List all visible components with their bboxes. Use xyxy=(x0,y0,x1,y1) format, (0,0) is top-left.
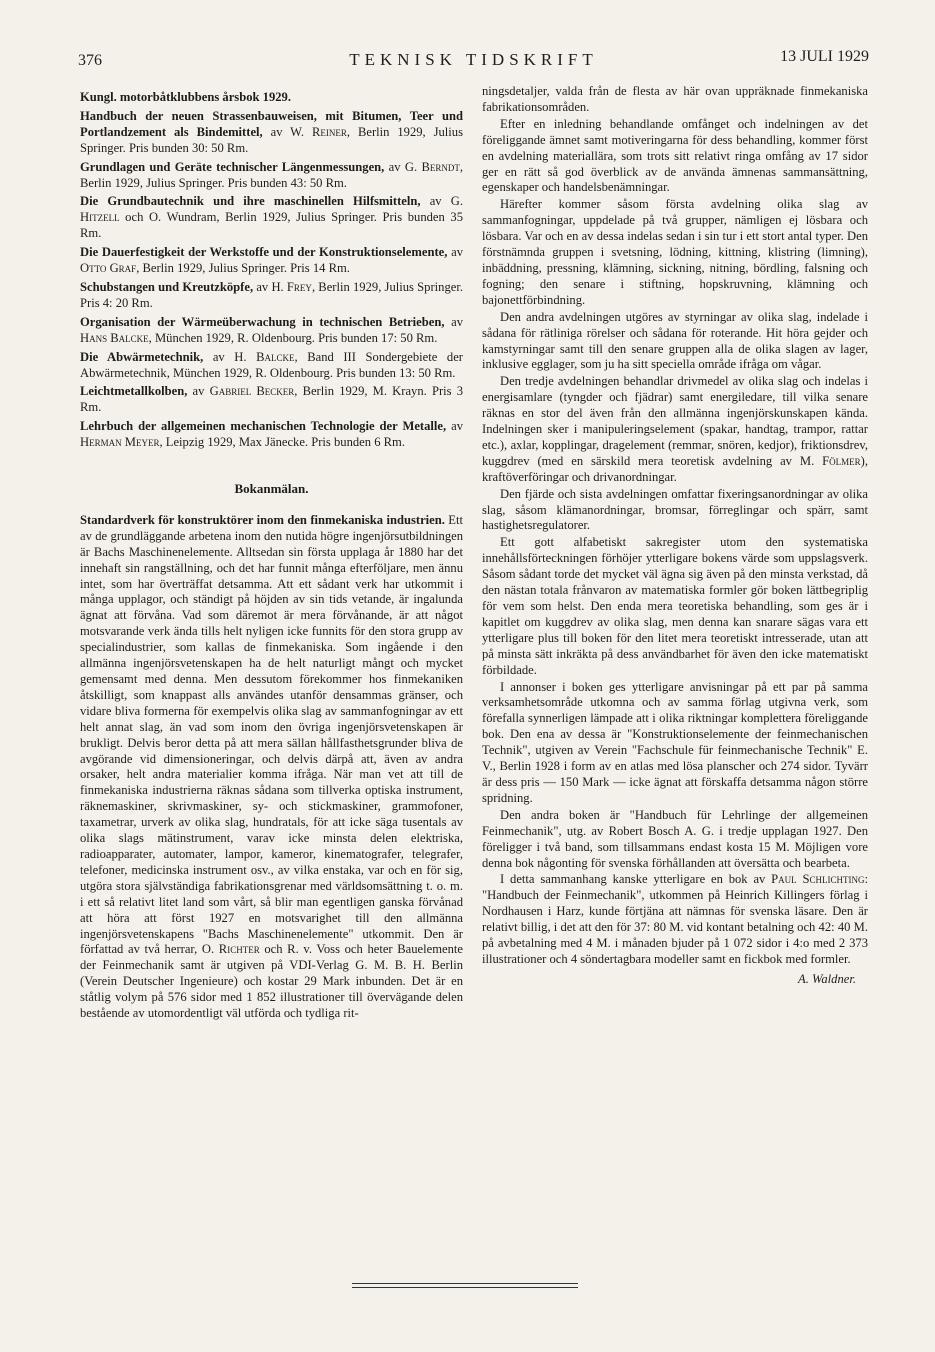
book-author: Otto Graf xyxy=(80,261,137,276)
rule-line xyxy=(352,1283,578,1284)
book-author: Gabriel Becker xyxy=(209,384,295,399)
author-name: Fölmer xyxy=(822,453,861,468)
book-details: , Leipzig 1929, Max Jänecke. Pris bunden 6 Rm. xyxy=(159,435,405,450)
review-text: Den tredje avdelningen behandlar drivmedel av olika slag och indelas i energisamlare (tyngder och fjädrar) samt energiledare, till vilka senare räknas en stor del även från den allmänna ingenjörskunskapen kända. Indelningen sker i manipuleringselement (spakar, handtag, trampor, rattar etc.), axlar, kopplingar, dragelement (remmar, snören, kedjor), friktionsdrev, kuggdrev (med en särskild mera teoretisk avdelning av M. xyxy=(482,374,868,468)
book-entry xyxy=(80,90,463,106)
review-paragraph: Den andra avdelningen utgöres av styrningar av olika slag, indelade i sådana för rätliniga rörelser och sådana för roterande. Hit höra gejder och kamstyrningar samt till den senare gruppen alla de olika slagen av lager, inklusive egglager, som ju ha sitt speciella område ifråga om vågar. xyxy=(482,309,868,372)
book-author: Reiner xyxy=(311,124,347,139)
book-author: Herman Meyer xyxy=(80,435,160,450)
book-pre: av H. xyxy=(253,279,287,294)
book-title: Organisation der Wärmeüberwachung in technischen Betrieben, xyxy=(80,314,445,329)
issue-date: 13 JULI 1929 xyxy=(780,48,869,65)
book-entry xyxy=(80,160,463,192)
review-text: : "Handbuch der Feinmechanik", utkommen på Heinrich Killingers förlag i Nordhausen i Harz, kunde förtjäna att nämnas för svenska läsare. Den är relativt billig, i det att den för 37: 80 M. vid kontant betalning och 42: 40 M. på avbetalning med 4 M. i månaden bjuder på 1 072 sidor i 4:o med 2 373 illustrationer och 4 söndertagbara modeller samt en fickbok med formler. xyxy=(482,872,869,966)
book-pre: av xyxy=(444,314,463,329)
book-pre: av xyxy=(446,419,463,434)
author-name: Paul Schlichting xyxy=(771,872,865,887)
book-title: Handbuch der neuen Strassenbauweisen, mit Bitumen, Teer und Portlandzement als Bindemittel, xyxy=(80,108,463,139)
bottom-rule xyxy=(352,1283,578,1291)
rule-line xyxy=(352,1287,578,1288)
book-entry xyxy=(80,315,463,347)
book-pre: av H. xyxy=(203,349,257,364)
book-title: Grundlagen und Geräte technischer Längenmessungen, xyxy=(80,159,385,174)
book-title: Kungl. motorbåtklubbens årsbok 1929. xyxy=(80,90,291,104)
book-entry xyxy=(80,245,463,277)
left-column xyxy=(80,90,463,1022)
review-paragraph: Efter en inledning behandlande omfånget och indelningen av det föreliggande ämnet samt motiveringarna för dess behandling, kommer först en avdelning materiallära, som trots sitt relativt ringa omfång av 17 sidor ger en rätt så god överblick av de använda ämnenas sammansättning, egenskaper och handelsbenämningar. xyxy=(482,116,868,195)
book-entry xyxy=(80,350,463,382)
right-column xyxy=(482,84,868,988)
book-title: Die Grundbautechnik und ihre maschinellen Hilfsmitteln, xyxy=(80,194,421,209)
review-paragraph: ningsdetaljer, valda från de flesta av här ovan uppräknade finmekaniska fabrikationsområden. xyxy=(482,84,868,114)
section-heading: Bokanmälan. xyxy=(234,481,309,497)
page-number: 376 xyxy=(78,52,102,69)
book-pre: av G. xyxy=(384,159,422,174)
book-entry xyxy=(80,384,463,416)
book-entry xyxy=(80,194,463,242)
book-author: Hans Balcke xyxy=(80,330,149,345)
book-author: Frey xyxy=(286,279,312,294)
book-author: Berndt xyxy=(421,159,460,174)
book-title: Lehrbuch der allgemeinen mechanischen Technologie der Metalle, xyxy=(80,419,447,434)
review-text: I detta sammanhang kanske ytterligare en bok av xyxy=(500,872,772,887)
book-title: Leichtmetallkolben, xyxy=(80,384,188,399)
book-details: , Band III Sondergebiete der Abwärmetechnik, München 1929, R. Oldenbourg. Pris bunden 13: 50 Rm. xyxy=(80,349,463,380)
book-details: , Berlin 1929, Julius Springer. Pris bunden 30: 50 Rm. xyxy=(80,124,464,155)
book-entry xyxy=(80,419,463,451)
page-header xyxy=(78,46,869,72)
book-entry xyxy=(80,280,463,312)
signature: A. Waldner. xyxy=(798,971,856,986)
book-title: Schubstangen und Kreutzköpfe, xyxy=(80,279,254,294)
author-name: Richter xyxy=(218,942,260,957)
journal-title: TEKNISK TIDSKRIFT xyxy=(349,50,598,69)
book-pre: av xyxy=(447,245,463,260)
review-paragraph: Härefter kommer såsom första avdelning olika slag av sammanfogningar, uppdelade på två grupper, nämligen ej lösbara och lösbara. Var och en av dessa indelas sedan i sin tur i ett stort antal typer. Den förstnämnda gruppen i svetsning, lödning, kittning, klistring (limning), inbäddning, pressning, klämning, sickning, nitning, bördling, falsning och fogning; den senare i stiftning, hopskruvning, klämning och bajonettförbindning. xyxy=(482,197,868,307)
book-pre: av xyxy=(187,384,210,399)
book-title: Die Abwärmetechnik, xyxy=(80,349,204,364)
book-author: Hitzell xyxy=(80,210,120,225)
review-paragraph: I annonser i boken ges ytterligare anvisningar på ett par på samma verksamhetsområde utkomna och av samma förlag utgivna verk, som förefalla synnerligen lämpade att i olika riktningar komplettera föreliggande bok. Den ena av dessa är "Konstruktionselemente der feinmechanischen Technik", utgiven av Verein "Fachschule für feinmechanische Technik" E. V., Berlin 1928 i form av en atlas med lösa planscher och 274 sidor. Tyvärr är dess pris — 150 Mark — icke ägnat att förskaffa detsamma någon större spridning. xyxy=(482,679,868,805)
book-details: , Berlin 1929, M. Krayn. Pris 3 Rm. xyxy=(80,384,464,415)
review-paragraph xyxy=(482,374,868,485)
book-pre: av G. xyxy=(420,194,463,209)
review-paragraph: Ett gott alfabetiskt sakregister utom den systematiska innehållsförteckningen förhöjer ytterligare bokens värde som uppslagsverk. Såsom sådant torde det mycket väl ägna sig även på den minsta verkstad, då den nästan totala frånvaron av matematiska formler gör boken lättbegriplig för vem som helst. Den enda mera teoretiska behandling, som ges är i kapitlet om kuggdrev av olika slag, men denna kan snarare sägas vara ett ytterligare plus till boken för den litet mera teoretiskt intresserade, utan att på minsta sätt inkräkta på dess användbarhet för även den icke matematiskt förbildade. xyxy=(482,535,868,677)
review-text: ), kraftöverföringar och drivanordningar. xyxy=(482,453,868,484)
review-paragraph: Den fjärde och sista avdelningen omfattar fixeringsanordningar av olika slag, såsom klämanordningar, bromsar, förreglingar och spärr, samt hastighetsregulatorer. xyxy=(482,486,868,533)
book-details: och O. Wundram, Berlin 1929, Julius Springer. Pris bunden 35 Rm. xyxy=(80,210,463,241)
review-paragraph xyxy=(482,872,868,967)
review-text: och R. v. Voss och heter Bauelemente der Feinmechanik samt är utgiven på VDI-Verlag G. M. B. H. Berlin (Verein Deutscher Ingenieure) och kostar 29 Mark inbunden. Det är en ståtlig volym på 576 sidor med 1 852 illustrationer till övervägande delen bestående av utomordentligt väl utförda och tydliga rit- xyxy=(80,942,463,1021)
review-paragraph xyxy=(80,513,463,1022)
review-paragraph: Den andra boken är "Handbuch für Lehrlinge der allgemeinen Feinmechanik", utg. av Robert Bosch A. G. i tredje upplagan 1927. Den föreligger i två band, som tillsammans endast kosta 15 M. Möjligen vore denna bok någonting för svenska förhållanden att översätta och bearbeta. xyxy=(482,807,868,870)
book-entry xyxy=(80,109,463,157)
review-lead-title: Standardverk för konstruktörer inom den finmekaniska industrien. xyxy=(80,512,445,527)
book-pre: av W. xyxy=(262,124,312,139)
book-author: Balcke xyxy=(256,349,295,364)
book-details: , Berlin 1929, Julius Springer. Pris 14 Rm. xyxy=(136,261,350,276)
book-details: , Berlin 1929, Julius Springer. Pris bunden 43: 50 Rm. xyxy=(80,159,464,190)
book-title: Die Dauerfestigkeit der Werkstoffe und der Konstruktionselemente, xyxy=(80,245,448,260)
book-details: , Berlin 1929, Julius Springer. Pris 4: 20 Rm. xyxy=(80,279,463,310)
book-details: , München 1929, R. Oldenbourg. Pris bunden 17: 50 Rm. xyxy=(148,330,438,345)
review-text: Ett av de grundläggande arbetena inom den nutida högre ingenjörsutbildningen är Bachs Maschinenelemente. Alltsedan sin första upplaga år 1880 har det innehaft sin rangställning, och det har funnit många efterföljare, men ännu intet, som har överträffat detsamma. Att ett sådant verk har utkommit i många upplagor, och ständigt på höjden av sin tids vetande, är ingalunda ägnat att förvåna. Vad som däremot är mera förvånande, är att något motsvarande verk ända tills helt nyligen icke funnits för den stora grupp av specialindustrier, som kallas de finmekaniska. Som ingående i den allmänna ingenjörsvetenskapen ha de helt naturligt mångt och mycket gemensamt med denna. Men dessutom förekommer hos finmekaniken åtskilligt, som knappast alls användes utanför densammas gränser, och vidare bliva formerna för exempelvis olika slag av sammanfogningar av ett helt annat slag, än vad som inom den övriga ingenjörsvetenskapen är brukligt. Delvis beror detta på att mera sällan hållfasthetsgrunder bliva de avgörande vid dimensioneringar, och delvis därpå att, även av andra orsaker, helt andra materialier komma ifråga. När man vet att till de finmekaniska industrierna räknas sådana som tillverka optiska instrument, räknemaskiner, skrivmaskiner, sy- och stickmaskiner, grammofoner, taxametrar, urverk av olika slag, hundratals, för att icke säga tusentals av olika slags mätinstrument, varav icke minsta delen elektriska, radioapparater, automater, lampor, kameror, kinematografer, telegrafer, telefoner, medicinska instrument osv., av vilka enstaka, var och en för sig, utgöra stora självständiga fabrikationsgrenar med världsomsättning t. o. m. i ett så relativt litet land som vårt, så blir man egentligen ganska förvånad att höra att först 1927 en motsvarighet till den allmänna ingenjörsvetenskapens "Bachs Maschinenelemente" utkommit. Den är författad av två herrar, O. xyxy=(80,512,463,957)
book-list xyxy=(80,90,463,451)
